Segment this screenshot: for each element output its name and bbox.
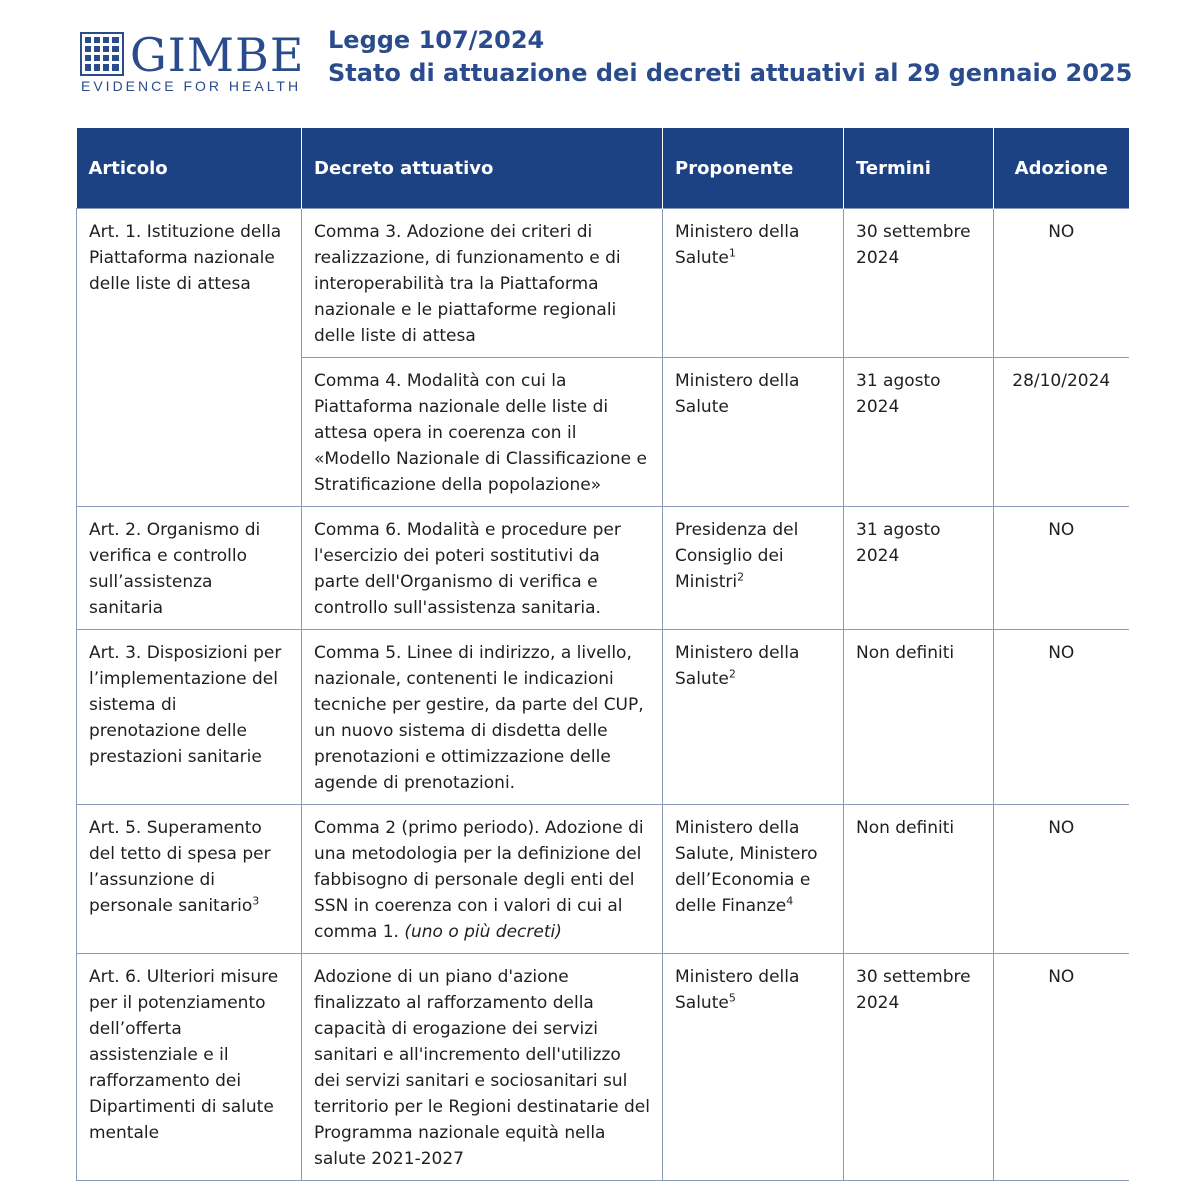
table-row [77, 954, 1129, 1181]
column-header-termini: Termini [844, 128, 994, 209]
column-header-proponente: Proponente [663, 128, 844, 209]
articolo-cell: Art. 2. Organismo di verifica e controllo sull’assistenza sanitaria [77, 507, 302, 630]
decreto-cell: Comma 5. Linee di indirizzo, a livello, nazionale, contenenti le indicazioni tecniche per gestire, da parte del CUP, un nuovo sistema di disdetta delle prenotazioni e ottimizzazione delle agende di prenotazioni. [302, 630, 663, 805]
adozione-cell: NO [994, 805, 1129, 954]
document-title: Legge 107/2024 [328, 26, 545, 54]
brand-name: GIMBE [130, 28, 305, 82]
table-row [77, 805, 1129, 954]
termini-cell: 31 agosto 2024 [844, 358, 994, 507]
footnote-ref: 1 [728, 246, 736, 260]
brand-tagline: EVIDENCE FOR HEALTH [81, 78, 302, 94]
table-header-row [77, 128, 1129, 209]
table-row [77, 630, 1129, 805]
decreto-cell: Comma 4. Modalità con cui la Piattaforma nazionale delle liste di attesa opera in coerenza con il «Modello Nazionale di Classificazione e Stratificazione della popolazione» [302, 358, 663, 507]
document-subtitle: Stato di attuazione dei decreti attuativi al 29 gennaio 2025 [328, 59, 1133, 87]
footnote-ref: 4 [786, 894, 794, 908]
table-row [77, 209, 1129, 358]
footnote-ref: 3 [252, 894, 260, 908]
decreto-cell: Comma 6. Modalità e procedure per l'esercizio dei poteri sostitutivi da parte dell'Organismo di verifica e controllo sull'assistenza sanitaria. [302, 507, 663, 630]
proponente-cell: Ministero della Salute, Ministero dell’Economia e delle Finanze$^4$ [663, 805, 844, 954]
adozione-cell: NO [994, 507, 1129, 630]
decrees-table [76, 128, 1129, 1181]
adozione-cell: NO [994, 630, 1129, 805]
decreto-cell: Comma 3. Adozione dei criteri di realizzazione, di funzionamento e di interoperabilità tra la Piattaforma nazionale e le piattaforme regionali delle liste di attesa [302, 209, 663, 358]
document-header [328, 24, 1132, 90]
proponente-cell: Ministero della Salute$^2$ [663, 630, 844, 805]
decreto-cell: Adozione di un piano d'azione finalizzato al rafforzamento della capacità di erogazione dei servizi sanitari e all'incremento dell'utilizzo dei servizi sanitari e sociosanitari sul territorio per le Regioni destinatarie del Programma nazionale equità nella salute 2021-2027 [302, 954, 663, 1181]
footnote-ref: 2 [737, 570, 745, 584]
articolo-cell: Art. 6. Ulteriori misure per il potenziamento dell’offerta assistenziale e il rafforzamento dei Dipartimenti di salute mentale [77, 954, 302, 1181]
proponente-cell: Ministero della Salute$^1$ [663, 209, 844, 358]
gimbe-mark-icon [80, 32, 124, 76]
proponente-cell: Ministero della Salute$^5$ [663, 954, 844, 1181]
proponente-cell: Ministero della Salute [663, 358, 844, 507]
column-header-articolo: Articolo [77, 128, 302, 209]
articolo-cell: Art. 5. Superamento del tetto di spesa per l’assunzione di personale sanitario$^3$ [77, 805, 302, 954]
column-header-decreto: Decreto attuativo [302, 128, 663, 209]
table-row [77, 507, 1129, 630]
articolo-cell: Art. 1. Istituzione della Piattaforma nazionale delle liste di attesa [77, 209, 302, 507]
termini-cell: 31 agosto 2024 [844, 507, 994, 630]
proponente-cell: Presidenza del Consiglio dei Ministri$^2$ [663, 507, 844, 630]
footnote-ref: 2 [728, 667, 736, 681]
adozione-cell: 28/10/2024 [994, 358, 1129, 507]
termini-cell: 30 settembre 2024 [844, 209, 994, 358]
articolo-cell: Art. 3. Disposizioni per l’implementazione del sistema di prenotazione delle prestazioni sanitarie [77, 630, 302, 805]
termini-cell: 30 settembre 2024 [844, 954, 994, 1181]
gimbe-logo [80, 26, 305, 96]
termini-cell: Non definiti [844, 630, 994, 805]
column-header-adozione: Adozione [994, 128, 1129, 209]
adozione-cell: NO [994, 209, 1129, 358]
adozione-cell: NO [994, 954, 1129, 1181]
decreto-cell: Comma 2 (primo periodo). Adozione di una metodologia per la definizione del fabbisogno di personale degli enti del SSN in coerenza con i valori di cui al comma 1. (uno o più decreti) [302, 805, 663, 954]
footnote-ref: 5 [728, 991, 736, 1005]
termini-cell: Non definiti [844, 805, 994, 954]
decreto-italic-note: (uno o più decreti) [404, 922, 562, 942]
